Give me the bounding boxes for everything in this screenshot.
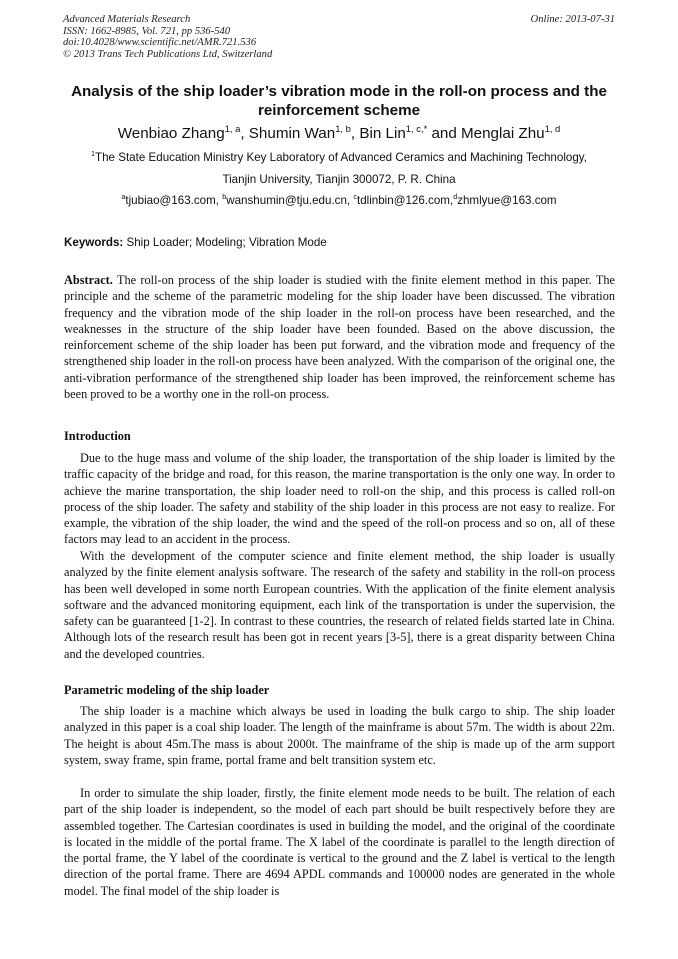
author-separator: , [240,125,249,142]
section-heading-parametric-modeling: Parametric modeling of the ship loader [64,683,270,697]
email-address[interactable]: zhmlyue@163.com [457,194,557,207]
email-separator: , [449,194,454,207]
abstract-text: The roll-on process of the ship loader is studied with the finite element method in this paper. The principle and the scheme of the parametric modeling for the ship loader have been discussed. The vibration frequency and the vibration mode of the ship loader in the roll-on process have been researched, and the weaknesses in the structure of the ship loader have been founded. Based on the above discussion, the reinforcement scheme of the ship loader has been put forward, and the vibration mode and frequency of the strengthened ship loader in the roll-on process have been analyzed. With the comparison of the original one, the anti-vibration performance of the strengthened ship loader has been improved, the reinforcement scheme has been proved to be a worthy one in the roll-on process. [64,273,615,401]
author-name: Wenbiao Zhang [117,125,225,142]
author-affil-mark: 1, d [544,122,561,134]
author-list [60,124,618,144]
paragraph: The ship loader is a machine which always be used in loading the bulk cargo to ship. The ship loader analyzed in this paper is a coal ship loader. The length of the mainframe is about 57m. The width is about 22m. The height is about 45m.The mass is about 2000t. The mainframe of the ship is made up of the arm support system, sway frame, spin frame, portal frame and belt transition system etc. [64,704,615,767]
affiliation-line-1 [62,151,616,165]
doi-line[interactable]: doi:10.4028/www.scientific.net/AMR.721.536 [63,37,257,49]
online-date: Online: 2013-07-31 [530,14,615,25]
author-separator: and [427,125,462,142]
email-mark: a [121,192,126,202]
abstract-label: Abstract. [64,273,113,287]
email-address[interactable]: wanshumin@tju.edu.cn [226,194,347,207]
email-separator: , [215,194,223,207]
section-heading-introduction: Introduction [64,429,131,443]
paragraph: In order to simulate the ship loader, firstly, the finite element mode needs to be built. The relation of each part of the ship loader is independent, so the model of each part should be built respectively before they are assembled together. The Cartesian coordinates is used in building the model, and the original of the coordinate is located in the middle of the portal frame. The X label of the coordinate is parallel to the length direction of the portal frame, the Y label of the coordinate is vertical to the ground and the Z label is vertical to the length direction of the portal frame. There are 4694 APDL commands and 100000 nodes are generated in the whole model. The final model of the ship loader is [64,786,615,898]
paragraph: Due to the huge mass and volume of the ship loader, the transportation of the ship loader is limited by the traffic capacity of the bridge and road, for this reason, the marine transportation is the only one way. In order to achieve the marine transportation, the ship loader need to roll-on the ship, and this process is called roll-on process of the ship loader. The safety and stability of the ship loader in this process are not easy to realize. For example, the vibration of the ship loader, the wind and the speed of the roll-on process and so on, all of these factors may lead to an accident in the process. [64,451,615,547]
paper-title: Analysis of the ship loader’s vibration mode in the roll-on process and the reinforcement scheme [71,83,607,119]
keywords-label: Keywords: [64,236,124,249]
email-address[interactable]: tdlinbin@126.com [356,194,450,207]
affiliation-line-2: Tianjin University, Tianjin 300072, P. R. China [222,173,456,186]
keywords [64,236,614,250]
affiliation-mark: 1 [91,149,96,159]
journal-name: Advanced Materials Research [63,14,191,25]
journal-header [63,14,615,61]
email-mark: c [353,192,357,202]
email-mark: d [453,192,458,202]
email-address[interactable]: tjubiao@163.com [125,194,216,207]
author-name: Menglai Zhu [461,125,545,142]
affiliation-text: The State Education Ministry Key Laboratory of Advanced Ceramics and Machining Technology, [95,151,587,164]
author-affil-mark: 1, a [224,122,241,134]
author-affil-mark: 1, b [335,122,351,134]
abstract [64,272,615,402]
author-name: Bin Lin [359,125,406,142]
author-separator: , [350,125,360,142]
author-name: Shumin Wan [248,125,336,142]
keywords-text: Ship Loader; Modeling; Vibration Mode [123,236,327,249]
issn-line: ISSN: 1662-8985, Vol. 721, pp 536-540 [63,25,231,37]
paragraph: With the development of the computer science and finite element method, the ship loader is usually analyzed by the finite element analysis software. The research of the safety and stability in the roll-on process has been well developed in some north European countries. With the application of the finite element analysis software and the advanced monitoring equipment, each link of the transportation is under the supervision, the safety can be guaranteed [1-2]. In contrast to these countries, the research of related fields started late in China. Although lots of the research result has been got in recent years [3-5], there is a great disparity between China and the developed countries. [64,549,615,661]
author-affil-mark: 1, c,* [405,122,428,134]
email-mark: b [222,192,227,202]
copyright-line: © 2013 Trans Tech Publications Ltd, Switzerland [63,49,273,61]
email-separator: , [346,194,354,207]
email-list [62,194,616,208]
